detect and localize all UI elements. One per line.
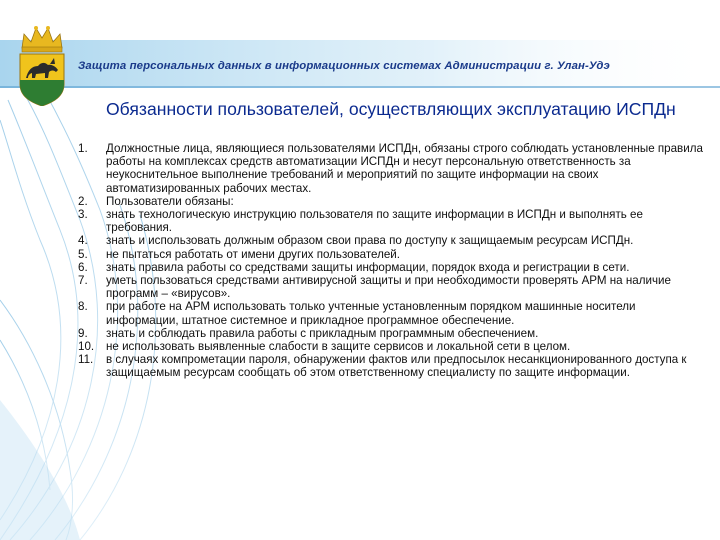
list-item-text: не использовать выявленные слабости в защите сервисов и локальной сети в целом.	[106, 340, 571, 354]
list-item-number: 8.	[78, 300, 88, 314]
list-item-text: Должностные лица, являющиеся пользователями ИСПДн, обязаны строго соблюдать установленные правила работы на комплексах средств автоматизации ИСПДн и несут персональную ответственность за неукоснительное выполнение требований и мероприятий по защите информации на своих автоматизированных рабочих местах.	[106, 142, 703, 195]
list-item-text: знать правила работы со средствами защиты информации, порядок входа и регистрации в сети.	[106, 260, 630, 274]
list-item-text: при работе на АРМ использовать только учтенные установленным порядком машинные носители информации, штатное системное и прикладное программное обеспечение.	[106, 300, 636, 327]
list-item-number: 2.	[78, 194, 88, 208]
city-coat-of-arms-icon	[14, 20, 70, 106]
list-item	[78, 248, 708, 261]
list-item	[78, 234, 708, 247]
list-item-number: 6.	[78, 260, 88, 274]
list-item-number: 3.	[78, 208, 88, 222]
header-title: Защита персональных данных в информационных системах Администрации г. Улан-Удэ	[78, 60, 610, 72]
list-item-number: 1.	[78, 142, 88, 155]
list-item-text: уметь пользоваться средствами антивирусной защиты и при необходимости проверять АРМ на наличие программ – «вирусов».	[106, 274, 671, 301]
slide-subtitle: Обязанности пользователей, осуществляющих эксплуатацию ИСПДн	[106, 99, 676, 119]
list-item-number: 11.	[78, 353, 94, 367]
list-item-text: знать и соблюдать правила работы с прикладным программным обеспечением.	[106, 326, 539, 340]
list-item	[78, 274, 708, 300]
list-item-number: 5.	[78, 247, 88, 261]
list-item-text: знать технологическую инструкцию пользователя по защите информации в ИСПДн и выполнять ее требования.	[106, 208, 643, 235]
list-item	[78, 142, 708, 195]
list-item	[78, 327, 708, 340]
list-item	[78, 208, 708, 234]
list-item-text: не пытаться работать от имени других пользователей.	[106, 247, 400, 261]
list-item	[78, 353, 708, 379]
list-item-number: 7.	[78, 274, 88, 288]
list-item-number: 10.	[78, 340, 95, 354]
list-item-text: Пользователи обязаны:	[106, 194, 234, 208]
list-item	[78, 195, 708, 208]
list-item	[78, 261, 708, 274]
list-item-number: 9.	[78, 326, 88, 340]
duties-list	[78, 142, 708, 380]
list-item-number: 4.	[78, 234, 88, 248]
list-item	[78, 340, 708, 353]
list-item-text: знать и использовать должным образом свои права по доступу к защищаемым ресурсам ИСПДн.	[106, 234, 634, 248]
list-item	[78, 300, 708, 326]
list-item-text: в случаях компрометации пароля, обнаружении фактов или предпосылок несанкционированного доступа к защищаемым ресурсам сообщать об этом ответственному специалисту по защите информации.	[106, 353, 687, 380]
